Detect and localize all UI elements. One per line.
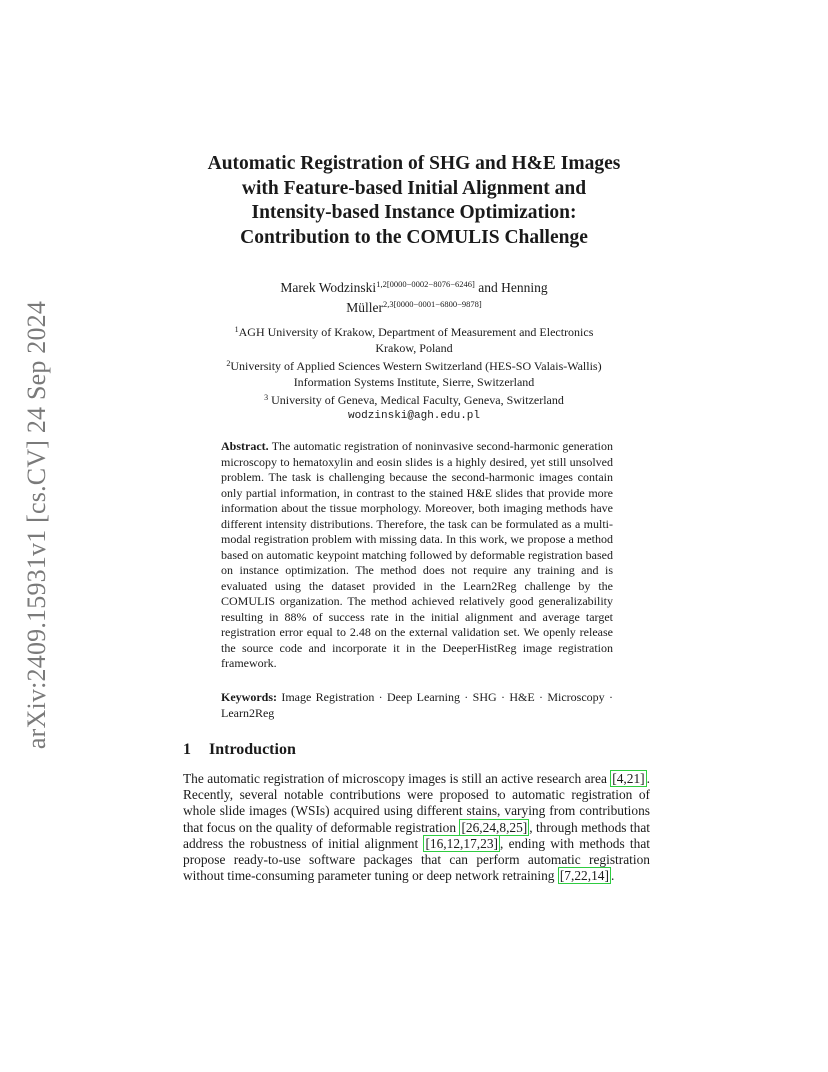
section-heading [183, 741, 296, 759]
author-name: Müller [346, 300, 384, 315]
arxiv-identifier [22, 290, 52, 760]
affiliation-marker: 2 [226, 359, 231, 368]
author-name: Marek Wodzinski [280, 280, 377, 295]
affiliation-line: Information Systems Institute, Sierre, Switzerland [293, 374, 535, 389]
affiliation-marker: 1 [234, 325, 239, 334]
affiliations [150, 322, 678, 424]
citation-link[interactable]: [4,21] [612, 771, 645, 786]
arxiv-identifier-text: arXiv:2409.15931v1 [cs.CV] 24 Sep 2024 [22, 300, 51, 750]
abstract-label: Abstract. [221, 439, 269, 453]
keywords-text: Image Registration · Deep Learning · SHG · H&E · Microscopy · Learn2Reg [221, 690, 613, 720]
keywords [221, 690, 613, 721]
author-orcid: 1,2[0000−0002−8076−6246] [376, 279, 475, 289]
author-orcid: 2,3[0000−0001−6800−9878] [383, 299, 482, 309]
paper-title [120, 152, 708, 250]
citation-link[interactable]: [7,22,14] [559, 868, 609, 884]
affiliation-line: Krakow, Poland [375, 340, 453, 355]
affiliation-line: University of Geneva, Medical Faculty, Geneva, Switzerland [268, 393, 564, 407]
body-text: , through methods that address the robustness of initial alignment [183, 819, 650, 851]
body-text: . Recently, several notable contributions were proposed to automatic registration of whole slide images (WSIs) acquired using different stains, varying from contributions that focus on the quality of deformable registration [183, 771, 650, 835]
section-number: 1 [183, 741, 191, 758]
title-line: Contribution to the COMULIS Challenge [240, 226, 588, 248]
section-title: Introduction [209, 741, 296, 758]
contact-email[interactable]: wodzinski@agh.edu.pl [347, 409, 481, 422]
body-text: The automatic registration of microscopy images is still an active research area [183, 771, 611, 786]
author-conjunction: and Henning [474, 280, 548, 295]
affiliation-line: AGH University of Krakow, Department of Measurement and Electronics [238, 325, 594, 339]
citation-link[interactable]: [26,24,8,25] [461, 819, 528, 835]
body-text: . [610, 868, 615, 884]
citation-link[interactable]: [16,12,17,23] [425, 835, 498, 851]
keywords-label: Keywords: [221, 690, 277, 704]
affiliation-marker: 3 [264, 393, 269, 402]
affiliation-line: University of Applied Sciences Western Switzerland (HES-SO Valais-Wallis) [230, 359, 602, 373]
abstract-text: The automatic registration of noninvasive second-harmonic generation microscopy to hematoxylin and eosin slides is a highly desired, yet still unsolved problem. The task is challenging because the second-harmonic images contain only partial information, in contrast to the stained H&E slides that provide more information about the tissue morphology. Moreover, both imaging methods have different intensity distributions. Therefore, the task can be formulated as a multi-modal registration problem with missing data. In this work, we propose a method based on automatic keypoint matching followed by deformable registration based on instance optimization. The method does not require any training and is evaluated using the dataset provided in the Learn2Reg challenge by the COMULIS organization. The method achieved relatively good generalizability resulting in 88% of success rate in the initial alignment and average target registration error equal to 2.48 on the external validation set. We openly release the source code and incorporate it in the DeeperHistReg image registration framework. [221, 439, 613, 670]
intro-paragraph [183, 771, 650, 884]
author-list [180, 276, 648, 316]
title-line: Automatic Registration of SHG and H&E Images [207, 153, 621, 174]
abstract [221, 439, 613, 672]
body-text: , ending with methods that propose ready-to-use software packages that can perform automatic registration without time-consuming parameter tuning or deep network retraining [183, 835, 650, 884]
title-line: with Feature-based Initial Alignment and [241, 177, 587, 199]
title-line: Intensity-based Instance Optimization: [251, 202, 577, 223]
